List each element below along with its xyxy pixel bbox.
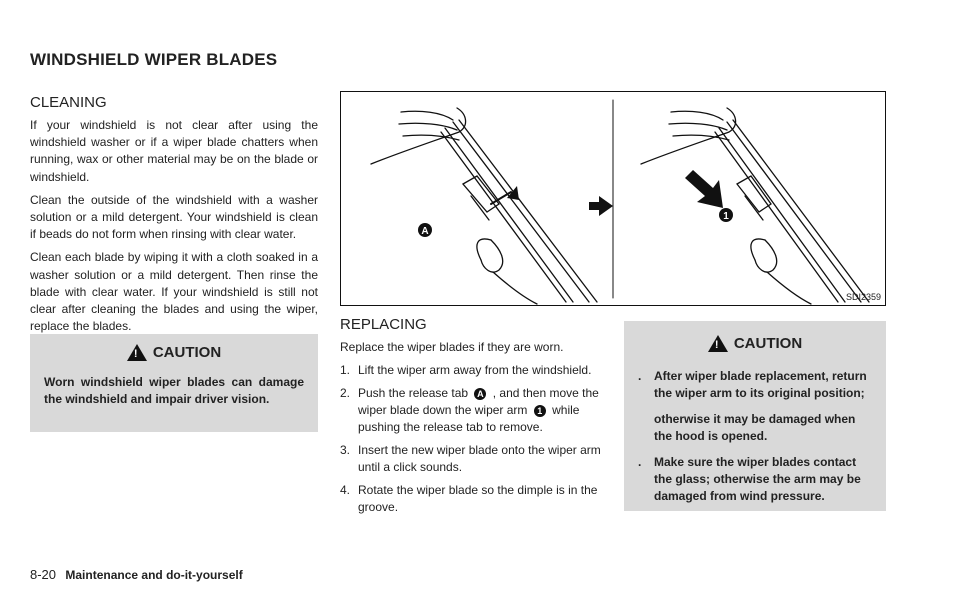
caution-list [638, 368, 876, 505]
replacing-body [340, 339, 605, 522]
caution-text: Worn windshield wiper blades can damage the windshield and impair driver vision. [44, 375, 304, 406]
caution-box-cleaning [30, 334, 318, 432]
warning-triangle-icon: ! [708, 335, 728, 352]
wiper-illustration [341, 92, 885, 305]
page-footer [30, 567, 243, 582]
cleaning-heading: CLEANING [30, 94, 107, 111]
list-item: 1. Lift the wiper arm away from the windshield. [340, 363, 592, 378]
callout-a-label: A [421, 226, 429, 237]
section-name: Maintenance and do-it-yourself [65, 568, 243, 582]
figure-code: SDI2359 [845, 292, 881, 302]
replacing-steps [340, 362, 605, 516]
list-item: . After wiper blade replacement, return the wiper arm to its original position; otherwise it may be damaged when the hood is opened. [638, 369, 867, 443]
callout-a-icon [418, 223, 432, 237]
cleaning-paragraph: If your windshield is not clear after using the windshield washer or if a wiper blade chatters when running, wax or other material may be on the blade or windshield. [30, 118, 318, 184]
callout-1-icon [719, 208, 733, 222]
cleaning-body [30, 117, 318, 335]
page-number: 8-20 [30, 567, 57, 582]
page-title: WINDSHIELD WIPER BLADES [30, 50, 278, 69]
cleaning-paragraph: Clean the outside of the windshield with a washer solution or a mild detergent. Your windshield is clean if beads do not form when rinsing with clear water. [30, 192, 318, 242]
ref-1-icon: 1 [534, 405, 546, 417]
replacing-intro: Replace the wiper blades if they are worn. [340, 340, 564, 354]
caution-header [624, 335, 886, 352]
caution-label: CAUTION [733, 335, 803, 352]
list-item: 3. Insert the new wiper blade onto the wiper arm until a click sounds. [340, 443, 601, 475]
list-item: 2. Push the release tab A , and then move the wiper blade down the wiper arm 1 while pushing the release tab to remove. [340, 386, 599, 435]
replacing-heading: REPLACING [340, 316, 427, 333]
warning-triangle-icon: ! [127, 344, 147, 361]
caution-box-replacing [624, 321, 886, 511]
list-item: 4. Rotate the wiper blade so the dimple is in the groove. [340, 483, 598, 515]
cleaning-paragraph: Clean each blade by wiping it with a cloth soaked in a washer solution or a mild detergent. Then rinse the blade with clear water. If your windshield is still not clear after cleaning the blades and using the wiper, replace the blades. [30, 250, 318, 334]
caution-label: CAUTION [152, 344, 222, 361]
ref-a-icon: A [474, 388, 486, 400]
callout-1-label: 1 [723, 211, 729, 222]
wiper-figure [340, 91, 886, 306]
caution-header [30, 344, 318, 361]
list-item: . Make sure the wiper blades contact the glass; otherwise the arm may be damaged from wind pressure. [638, 455, 861, 503]
